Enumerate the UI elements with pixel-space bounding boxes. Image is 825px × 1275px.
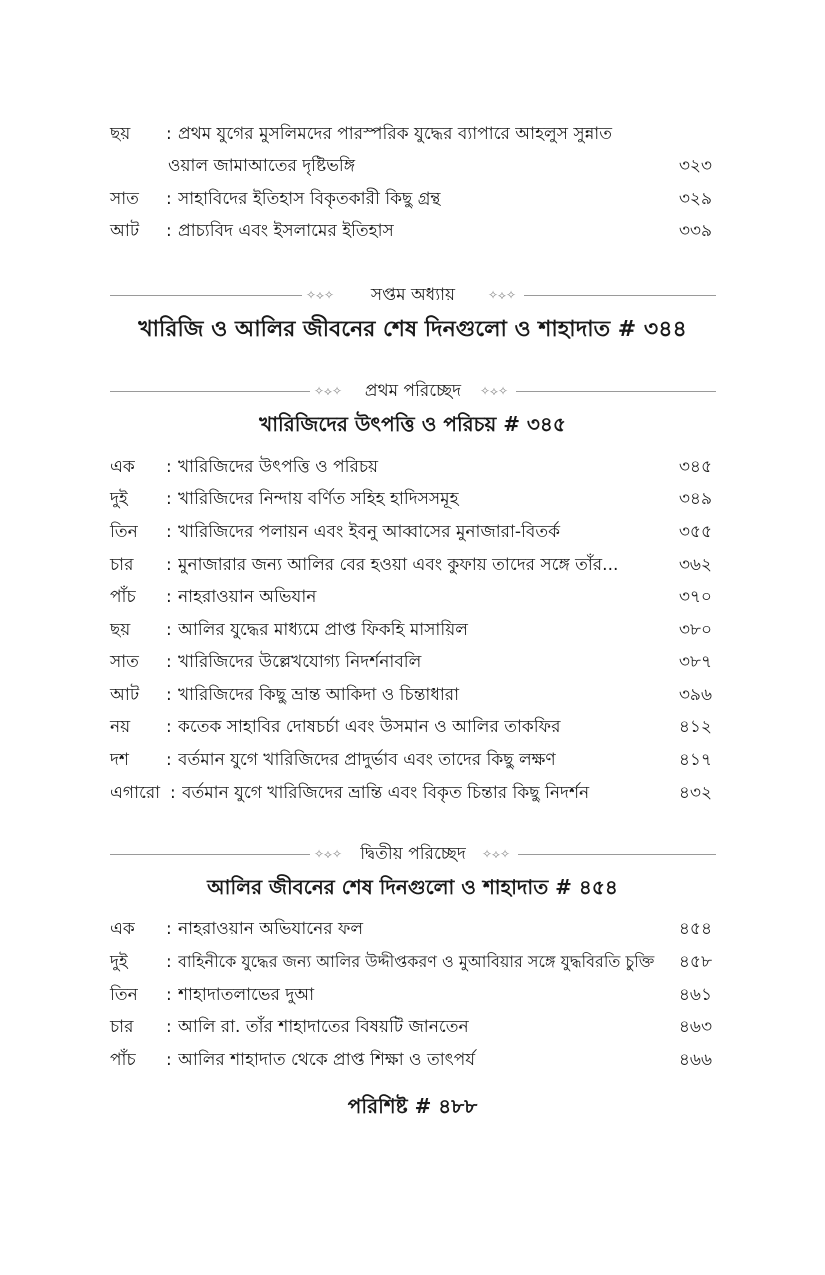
entry-number: সাত <box>110 189 139 209</box>
entry-colon: : <box>166 919 172 939</box>
entry-page: ৪১৭ <box>678 750 712 770</box>
section-divider <box>110 839 716 869</box>
entry-page: ৩৮৭ <box>678 652 712 672</box>
entry-colon: : <box>166 1017 172 1037</box>
entry-page: ৩৭০ <box>678 587 712 607</box>
entry-colon: : <box>166 985 172 1005</box>
entry-colon: : <box>166 620 172 640</box>
entry-title: বর্তমান যুগে খারিজিদের ভ্রান্তি এবং বিকৃত চিন্তার কিছু নিদর্শন <box>182 783 590 803</box>
entry-title: খারিজিদের পলায়ন এবং ইবনু আব্বাসের মুনাজারা-বিতর্ক <box>178 522 561 542</box>
entry-number: দশ <box>110 750 129 770</box>
section-title: খারিজিদের উৎপত্তি ও পরিচয় # ৩৪৫ <box>259 412 566 436</box>
entry-page: ৪৬৩ <box>678 1017 712 1037</box>
section-title: আলির জীবনের শেষ দিনগুলো ও শাহাদাত # ৪৫৪ <box>207 875 618 899</box>
section-label-text: প্রথম পরিচ্ছেদ <box>359 381 467 401</box>
entry-title: শাহাদাতলাভের দুআ <box>178 985 315 1005</box>
entry-title: খারিজিদের নিন্দায় বর্ণিত সহিহ হাদিসসমূহ <box>178 489 459 509</box>
entry-colon: : <box>166 555 172 575</box>
toc-entry <box>110 979 712 1011</box>
toc-entry <box>110 1044 712 1076</box>
ornament-icon: ✧⟡✧ <box>306 288 335 302</box>
divider-line-right <box>518 854 716 855</box>
entry-colon: : <box>166 221 172 241</box>
entry-page: ৩২৯ <box>678 189 712 209</box>
toc-entry <box>110 516 712 548</box>
entry-page: ৩৮০ <box>678 620 712 640</box>
entry-number: নয় <box>110 717 131 737</box>
toc-entry <box>110 183 712 215</box>
entry-colon: : <box>166 1050 172 1070</box>
entry-number: সাত <box>110 652 139 672</box>
entry-number: চার <box>110 555 134 575</box>
entry-number: দুই <box>110 489 128 509</box>
entry-colon: : <box>166 457 172 477</box>
entry-title: আলির শাহাদাত থেকে প্রাপ্ত শিক্ষা ও তাৎপর্য <box>178 1050 476 1070</box>
entry-number: তিন <box>110 522 138 542</box>
entry-colon: : <box>166 124 172 144</box>
divider-line-right <box>516 391 716 392</box>
ornament-icon: ✧⟡✧ <box>488 288 517 302</box>
toc-entry <box>110 744 712 776</box>
entry-number: এক <box>110 919 135 939</box>
entry-title: নাহরাওয়ান অভিযান <box>178 587 317 607</box>
entry-number: দুই <box>110 952 128 972</box>
toc-entry <box>110 549 712 581</box>
entry-title: বর্তমান যুগে খারিজিদের প্রাদুর্ভাব এবং তাদের কিছু লক্ষণ <box>178 750 556 770</box>
entry-title: খারিজিদের উৎপত্তি ও পরিচয় <box>178 457 379 477</box>
entry-colon: : <box>166 189 172 209</box>
entry-number: এগারো <box>110 783 161 803</box>
ornament-icon: ✧⟡✧ <box>482 847 511 861</box>
entry-number: এক <box>110 457 135 477</box>
entry-colon: : <box>166 685 172 705</box>
entry-colon: : <box>166 750 172 770</box>
entry-page: ৩২৩ <box>678 156 712 176</box>
toc-entry <box>110 646 712 678</box>
toc-entry <box>110 946 712 978</box>
entry-title: মুনাজারার জন্য আলির বের হওয়া এবং কুফায় তাদের সঙ্গে তাঁর... <box>178 555 619 575</box>
entry-title: আলির যুদ্ধের মাধ্যমে প্রাপ্ত ফিকহি মাসায়িল <box>178 620 468 640</box>
entry-page: ৪৩২ <box>678 783 712 803</box>
entry-page: ৪৫৮ <box>678 952 712 972</box>
entry-number: তিন <box>110 985 138 1005</box>
toc-entry <box>110 679 712 711</box>
toc-entry <box>110 711 712 743</box>
entry-colon: : <box>166 587 172 607</box>
toc-entry <box>110 614 712 646</box>
ornament-icon: ✧⟡✧ <box>480 384 509 398</box>
appendix-title: পরিশিষ্ট # ৪৮৮ <box>347 1094 478 1118</box>
entry-number: আট <box>110 221 140 241</box>
entry-title-continued: ওয়াল জামাআতের দৃষ্টিভঙ্গি <box>168 156 355 176</box>
chapter-label-text: সপ্তম অধ্যায় <box>365 285 461 305</box>
entry-title: সাহাবিদের ইতিহাস বিকৃতকারী কিছু গ্রন্থ <box>178 189 441 209</box>
entry-number: চার <box>110 1017 134 1037</box>
entry-number: ছয় <box>110 124 131 144</box>
entry-page: ৪৫৪ <box>678 919 712 939</box>
toc-entry <box>110 581 712 613</box>
section-label-text: দ্বিতীয় পরিচ্ছেদ <box>354 844 472 864</box>
entry-title: প্রথম যুগের মুসলিমদের পারস্পরিক যুদ্ধের ব্যাপারে আহলুস সুন্নাত <box>178 124 612 144</box>
entry-page: ৩৪৫ <box>678 457 712 477</box>
entry-page: ৩৪৯ <box>678 489 712 509</box>
toc-entry <box>110 215 712 247</box>
toc-entry <box>110 483 712 515</box>
toc-entry <box>110 1011 712 1043</box>
entry-colon: : <box>166 952 172 972</box>
entry-page: ৩৯৬ <box>678 685 712 705</box>
entry-number: পাঁচ <box>110 587 136 607</box>
entry-title: আলি রা. তাঁর শাহাদাতের বিষয়টি জানতেন <box>178 1017 469 1037</box>
entry-number: ছয় <box>110 620 131 640</box>
entry-page: ৩৩৯ <box>678 221 712 241</box>
entry-number: পাঁচ <box>110 1050 136 1070</box>
entry-page: ৩৬২ <box>678 555 712 575</box>
chapter-title: খারিজি ও আলির জীবনের শেষ দিনগুলো ও শাহাদাত # ৩৪৪ <box>138 317 687 342</box>
section-divider <box>110 376 716 406</box>
entry-title: খারিজিদের কিছু ভ্রান্ত আকিদা ও চিন্তাধারা <box>178 685 460 705</box>
toc-entry <box>110 118 712 150</box>
entry-colon: : <box>170 783 176 803</box>
ornament-icon: ✧⟡✧ <box>314 384 343 398</box>
entry-colon: : <box>166 489 172 509</box>
entry-colon: : <box>166 522 172 542</box>
entry-page: ৪৬১ <box>678 985 712 1005</box>
toc-entry <box>110 913 712 945</box>
entry-title: কতেক সাহাবির দোষচর্চা এবং উসমান ও আলির তাকফির <box>178 717 561 737</box>
entry-colon: : <box>166 652 172 672</box>
entry-title: প্রাচ্যবিদ এবং ইসলামের ইতিহাস <box>178 221 394 241</box>
entry-title: বাহিনীকে যুদ্ধের জন্য আলির উদ্দীপ্তকরণ ও মুআবিয়ার সঙ্গে যুদ্ধবিরতি চুক্তি <box>178 952 655 971</box>
entry-title: খারিজিদের উল্লেখযোগ্য নিদর্শনাবলি <box>178 652 422 672</box>
toc-entry-continued <box>110 150 712 182</box>
entry-page: ৪১২ <box>678 717 712 737</box>
chapter-divider <box>110 280 716 310</box>
divider-line-right <box>524 295 716 296</box>
toc-entry <box>110 451 712 483</box>
entry-title: নাহরাওয়ান অভিযানের ফল <box>178 919 364 939</box>
entry-page: ৩৫৫ <box>678 522 712 542</box>
toc-entry <box>110 777 712 809</box>
entry-page: ৪৬৬ <box>678 1050 712 1070</box>
entry-number: আট <box>110 685 140 705</box>
ornament-icon: ✧⟡✧ <box>314 847 343 861</box>
entry-colon: : <box>166 717 172 737</box>
